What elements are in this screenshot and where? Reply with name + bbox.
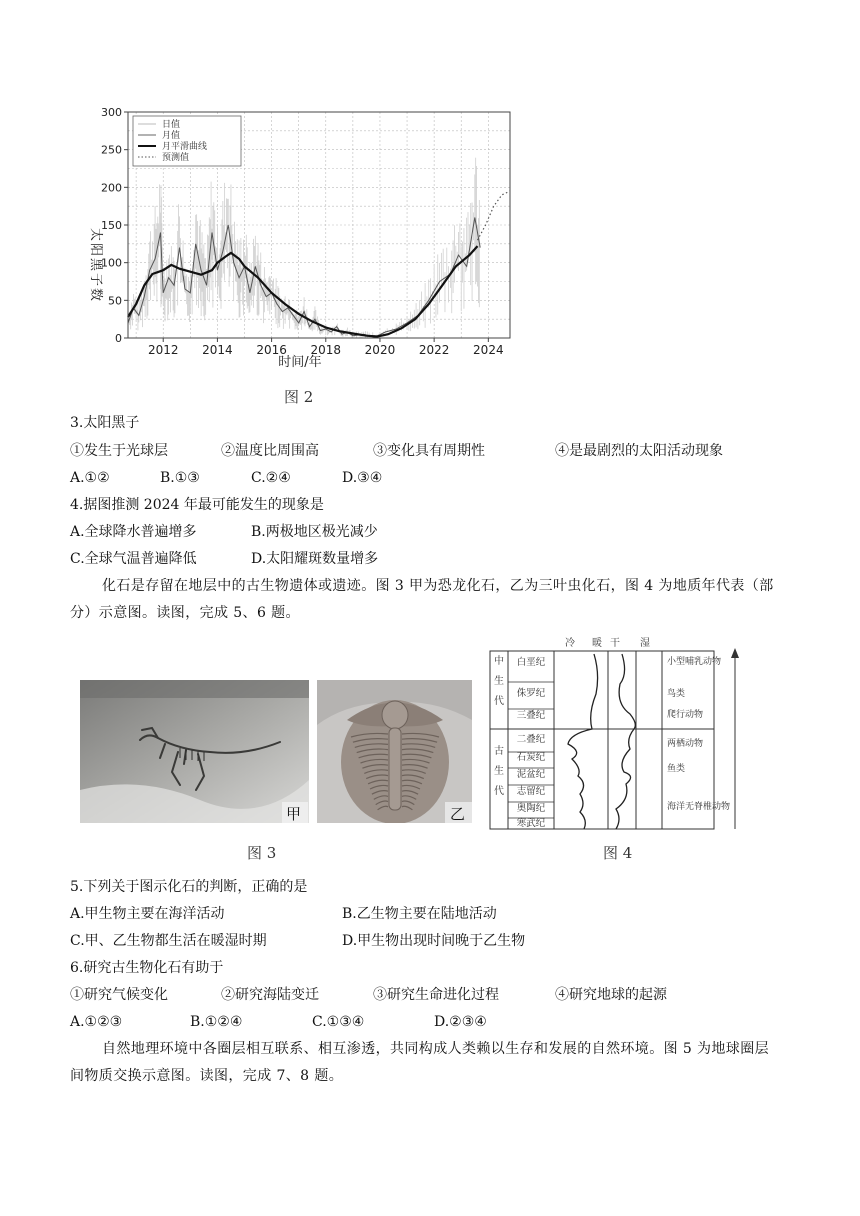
period-label: 侏罗纪 bbox=[516, 688, 546, 699]
x-tick-label: 2024 bbox=[473, 343, 504, 357]
era-label-char: 古 bbox=[494, 746, 504, 757]
y-axis-label: 太阳黑子数 bbox=[88, 228, 103, 304]
x-tick-label: 2014 bbox=[202, 343, 233, 357]
x-tick-label: 2012 bbox=[147, 343, 179, 357]
q6-item: ③研究生命进化过程 bbox=[373, 987, 499, 1003]
organism-small-mammal: 小型哺乳动物 bbox=[667, 657, 722, 667]
period-label: 白垩纪 bbox=[516, 657, 546, 668]
x-tick-label: 2022 bbox=[418, 343, 450, 357]
q3-stem: 3.太阳黑子 bbox=[70, 415, 140, 431]
time-arrow-head bbox=[731, 648, 739, 658]
y-tick-label: 50 bbox=[108, 294, 122, 308]
era-label-char: 代 bbox=[494, 696, 504, 707]
era-label-char: 中 bbox=[494, 656, 504, 667]
y-tick-label: 300 bbox=[101, 106, 122, 119]
q3-option: D.③④ bbox=[342, 470, 383, 486]
intro-5-6: 化石是存留在地层中的古生物遗体或遗迹。图 3 甲为恐龙化石，乙为三叶虫化石，图 4 为地质年代表（部分）示意图。读图，完成 5、6 题。 bbox=[70, 578, 774, 621]
organism-fish: 鱼类 bbox=[667, 764, 686, 774]
era-label-char: 生 bbox=[494, 766, 504, 777]
x-axis-label: 时间/年 bbox=[278, 355, 322, 370]
q5-option: B.乙生物主要在陆地活动 bbox=[342, 906, 497, 922]
chart-series bbox=[128, 191, 510, 337]
q3-item: ②温度比周围高 bbox=[221, 443, 319, 459]
q6-option: B.①②④ bbox=[190, 1014, 243, 1030]
q6-stem: 6.研究古生物化石有助于 bbox=[70, 960, 224, 976]
organism-bird: 鸟类 bbox=[667, 689, 686, 699]
q4-stem: 4.据图推测 2024 年最可能发生的现象是 bbox=[70, 497, 324, 513]
x-tick-label: 2020 bbox=[364, 343, 396, 357]
q6-option: C.①③④ bbox=[312, 1014, 365, 1030]
figure-3-caption: 图 3 bbox=[247, 844, 277, 862]
y-tick-label: 100 bbox=[101, 256, 122, 270]
figure-4-caption: 图 4 bbox=[603, 844, 633, 862]
organism-amphibian: 两栖动物 bbox=[667, 739, 704, 749]
organism-reptile: 爬行动物 bbox=[667, 710, 704, 720]
q6-item: ①研究气候变化 bbox=[70, 987, 168, 1003]
q6-option: A.①②③ bbox=[70, 1014, 123, 1030]
legend-forecast: 预测值 bbox=[162, 153, 190, 163]
legend-smoothed: 月平滑曲线 bbox=[162, 142, 208, 152]
humidity-curve bbox=[616, 654, 635, 829]
legend-monthly: 月值 bbox=[162, 131, 181, 141]
q3-item: ①发生于光球层 bbox=[70, 443, 168, 459]
intro-7-8: 自然地理环境中各圈层相互联系、相互渗透，共同构成人类赖以生存和发展的自然环境。图 5 为地球圈层间物质交换示意图。读图，完成 7、8 题。 bbox=[70, 1041, 770, 1084]
figure-2-caption: 图 2 bbox=[284, 388, 314, 406]
q3-option: A.①② bbox=[70, 470, 110, 486]
era-labels bbox=[494, 654, 504, 797]
q6-item: ④研究地球的起源 bbox=[555, 987, 667, 1003]
header-wet: 湿 bbox=[640, 638, 650, 649]
q6-item: ②研究海陆变迁 bbox=[221, 987, 319, 1003]
period-label: 二叠纪 bbox=[516, 734, 546, 745]
period-label: 石炭纪 bbox=[516, 752, 546, 763]
temperature-curve bbox=[568, 654, 598, 829]
q5-stem: 5.下列关于图示化石的判断，正确的是 bbox=[70, 879, 308, 895]
y-tick-label: 0 bbox=[115, 332, 122, 345]
period-label: 泥盆纪 bbox=[516, 769, 546, 780]
chart-legend bbox=[133, 116, 241, 166]
header-dry: 干 bbox=[610, 638, 620, 649]
period-label: 志留纪 bbox=[516, 786, 546, 797]
header-cold: 冷 bbox=[565, 638, 575, 649]
figure-3-dinosaur-fossil bbox=[80, 680, 309, 823]
header-warm: 暖 bbox=[592, 638, 602, 649]
sunspot-chart bbox=[70, 98, 520, 398]
q5-option: A.甲生物主要在海洋活动 bbox=[70, 906, 225, 922]
q3-option: C.②④ bbox=[251, 470, 291, 486]
daily-noise bbox=[128, 158, 479, 338]
y-tick-label: 150 bbox=[101, 219, 122, 232]
figure-4 bbox=[488, 634, 750, 834]
era-label-char: 生 bbox=[494, 676, 504, 687]
era-label-char: 代 bbox=[494, 786, 504, 797]
q4-option: D.太阳耀斑数量增多 bbox=[251, 551, 379, 567]
q4-option: C.全球气温普遍降低 bbox=[70, 551, 197, 567]
y-tick-label: 250 bbox=[101, 143, 122, 157]
x-tick-label: 2016 bbox=[256, 343, 287, 357]
series-line-预测值 bbox=[478, 191, 511, 240]
legend-daily: 日值 bbox=[162, 120, 181, 130]
fossil-label-yi: 乙 bbox=[450, 805, 466, 823]
q5-option: D.甲生物出现时间晚于乙生物 bbox=[342, 933, 526, 949]
q3-item: ④是最剧烈的太阳活动现象 bbox=[555, 443, 723, 459]
figure-3-trilobite-fossil bbox=[317, 680, 472, 823]
period-label: 寒武纪 bbox=[516, 818, 546, 829]
q5-option: C.甲、乙生物都生活在暖湿时期 bbox=[70, 933, 267, 949]
q4-option: B.两极地区极光减少 bbox=[251, 524, 378, 540]
period-label: 三叠纪 bbox=[516, 710, 546, 721]
fossil-label-jia: 甲 bbox=[286, 805, 302, 823]
figure-2 bbox=[70, 98, 520, 398]
q3-option: B.①③ bbox=[160, 470, 200, 486]
q6-option: D.②③④ bbox=[434, 1014, 487, 1030]
organism-marine-invertebrate: 海洋无脊椎动物 bbox=[667, 802, 731, 812]
q3-item: ③变化具有周期性 bbox=[373, 443, 485, 459]
q4-option: A.全球降水普遍增多 bbox=[70, 524, 197, 540]
y-tick-label: 200 bbox=[101, 181, 122, 195]
x-tick-label: 2018 bbox=[310, 343, 342, 357]
period-label: 奥陶纪 bbox=[516, 803, 546, 814]
